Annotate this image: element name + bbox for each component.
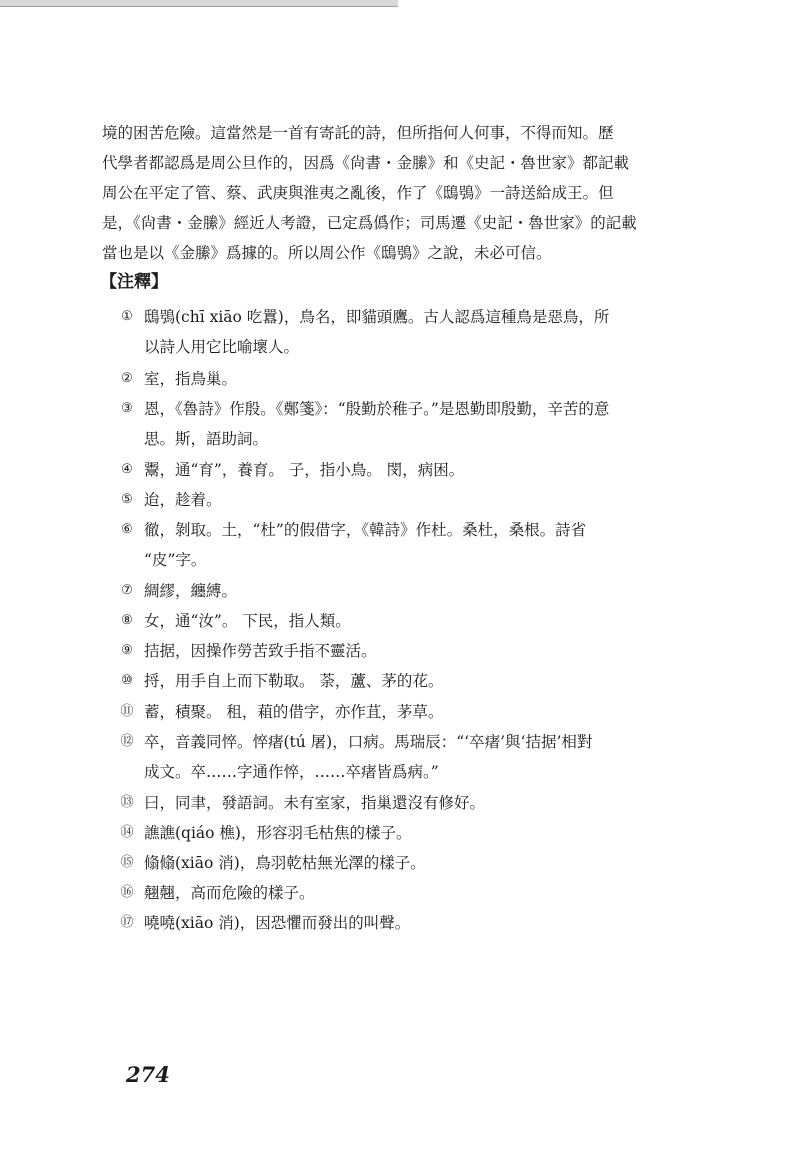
note-text: 譙譙(qiáo 樵)，形容羽毛枯焦的樣子。	[144, 824, 412, 842]
page-number: 274	[126, 1062, 170, 1087]
note-text: 蓄，積聚。 租，蒩的借字，亦作苴，茅草。	[144, 703, 444, 721]
note-text: 卒，音義同悴。悴瘏(tú 屠)，口病。馬瑞辰：“‘卒瘏’與‘拮据’相對	[144, 733, 593, 751]
note-text: 思。斯，語助詞。	[144, 430, 269, 448]
note-number: ⑮	[120, 855, 134, 870]
intro-line: 境的困苦危險。這當然是一首有寄託的詩，但所指何人何事，不得而知。歷	[102, 124, 614, 142]
note-item	[118, 636, 668, 666]
note-number: ⑪	[120, 704, 134, 719]
note-text: 迨，趁着。	[144, 491, 222, 509]
note-item	[118, 818, 668, 848]
note-text: 捋，用手自上而下勒取。 荼，蘆、茅的花。	[144, 672, 444, 690]
note-number: ③	[121, 401, 133, 416]
intro-line: 當也是以《金縢》爲據的。所以周公作《鴟鴞》之說，未必可信。	[102, 244, 552, 262]
note-number: ⑥	[121, 522, 133, 537]
note-number: ⑫	[120, 734, 134, 749]
note-text: 嘵嘵(xiāo 消)，因恐懼而發出的叫聲。	[144, 914, 411, 932]
note-item	[118, 485, 668, 515]
note-number: ①	[121, 309, 133, 324]
note-number: ②	[121, 371, 133, 386]
note-text: 以詩人用它比喻壞人。	[144, 338, 300, 356]
note-item	[118, 908, 668, 938]
note-text: 徹，剝取。土，“杜”的假借字，《韓詩》作杜。桑杜，桑根。詩省	[144, 521, 587, 539]
note-item	[118, 878, 668, 908]
note-number: ④	[121, 462, 133, 477]
section-heading: 【注釋】	[100, 272, 168, 292]
intro-line: 周公在平定了管、蔡、武庚與淮夷之亂後，作了《鴟鴞》一詩送給成王。但	[102, 184, 614, 202]
note-item	[118, 606, 668, 636]
note-text: 拮据，因操作勞苦致手指不靈活。	[144, 642, 377, 660]
note-number: ⑭	[120, 825, 134, 840]
note-item	[118, 848, 668, 878]
note-number: ⑯	[120, 885, 134, 900]
note-item	[118, 666, 668, 696]
note-item	[118, 515, 668, 575]
top-edge-rule	[0, 0, 398, 7]
note-item	[118, 455, 668, 485]
intro-line: 是，《尙書・金縢》經近人考證，已定爲僞作；司馬遷《史記・魯世家》的記載	[102, 214, 637, 232]
note-text: 鴟鴞(chī xiāo 吃囂)，鳥名，即貓頭鷹。古人認爲這種鳥是惡鳥，所	[144, 308, 610, 326]
note-text: 綢繆，纏縛。	[144, 582, 238, 600]
note-text: 成文。卒……字通作悴，……卒瘏皆爲病。”	[144, 763, 439, 781]
note-item	[118, 364, 668, 394]
note-item	[118, 394, 668, 454]
note-text: 室，指鳥巢。	[144, 370, 238, 388]
intro-line: 代學者都認爲是周公旦作的，因爲《尙書・金縢》和《史記・魯世家》都記載	[102, 154, 630, 172]
note-item	[118, 302, 668, 362]
note-number: ⑬	[120, 795, 134, 810]
note-number: ⑨	[121, 643, 133, 658]
note-text: “皮”字。	[144, 551, 207, 569]
note-text: 翹翹，高而危險的樣子。	[144, 884, 315, 902]
note-number: ⑧	[121, 613, 133, 628]
note-number: ⑤	[121, 492, 133, 507]
note-text: 曰，同聿，發語詞。未有室家，指巢還沒有修好。	[144, 794, 486, 812]
note-item	[118, 788, 668, 818]
note-item	[118, 697, 668, 727]
intro-paragraph	[102, 118, 668, 268]
note-text: 恩，《魯詩》作殷。《鄭箋》：“殷勤於稚子。”是恩勤即殷勤，辛苦的意	[144, 400, 610, 418]
note-text: 女，通“汝”。 下民，指人類。	[144, 612, 351, 630]
note-number: ⑰	[120, 915, 134, 930]
note-number: ⑦	[121, 583, 133, 598]
note-text: 翛翛(xiāo 消)，鳥羽乾枯無光澤的樣子。	[144, 854, 426, 872]
note-item	[118, 727, 668, 787]
note-text: 鬻，通“育”，養育。 子，指小鳥。 閔，病困。	[144, 461, 465, 479]
note-number: ⑩	[121, 673, 133, 688]
note-item	[118, 576, 668, 606]
